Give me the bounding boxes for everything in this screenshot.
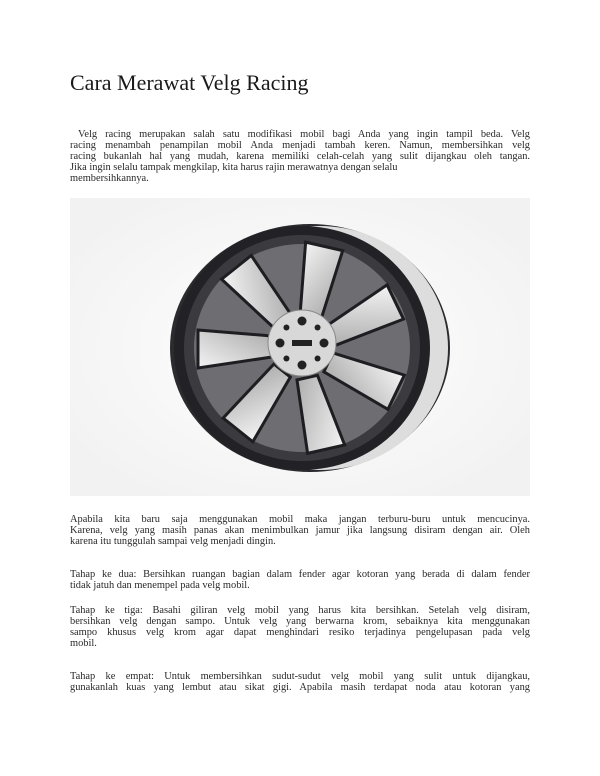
lug-hole — [283, 324, 289, 330]
text-line: Apabila kita baru saja menggunakan mobil maka jangan terburu-buru untuk mencucinya. — [70, 514, 530, 525]
text-line: Tahap ke empat: Untuk membersihkan sudut-sudut velg mobil yang sulit untuk dijangkau, — [70, 671, 530, 682]
lug-hole — [315, 324, 321, 330]
text-line: sampo khusus velg krom agar dapat menghindari resiko terjadinya pengelupasan pada velg — [70, 627, 530, 638]
text-line: membersihkannya. — [70, 173, 149, 184]
lug-hole — [320, 339, 329, 348]
paragraph-intro — [70, 129, 530, 184]
text-line: racing menambah penampilan mobil Anda menjadi tambah keren. Namun, membersihkan velg — [70, 140, 530, 151]
lug-hole — [298, 317, 307, 326]
text-line: Karena, velg yang masih panas akan menimbulkan jamur jika langsung disiram dengan air. Oleh — [70, 525, 530, 536]
page-title: Cara Merawat Velg Racing — [70, 70, 309, 95]
paragraph-step-2 — [70, 569, 530, 591]
text-line: Tahap ke dua: Bersihkan ruangan bagian dalam fender agar kotoran yang berada di dalam fender — [70, 569, 530, 580]
lug-hole — [315, 356, 321, 362]
text-line: racing bukanlah hal yang mudah, karena memiliki celah-celah yang sulit dijangkau oleh tangan. — [70, 151, 530, 162]
text-line: gunakanlah kuas yang lembut atau sikat gigi. Apabila masih terdapat noda atau kotoran yang — [70, 682, 530, 693]
text-line: karena itu tunggulah sampai velg menjadi dingin. — [70, 536, 276, 547]
paragraph-step-4 — [70, 671, 530, 693]
text-line: Jika ingin selalu tampak mengkilap, kita harus rajin merawatnya dengan selalu — [70, 162, 398, 173]
lug-hole — [298, 361, 307, 370]
lug-hole — [276, 339, 285, 348]
paragraph-step-1 — [70, 514, 530, 547]
text-line: Tahap ke tiga: Basahi giliran velg mobil yang harus kita bersihkan. Setelah velg disiram, — [70, 605, 530, 616]
text-line: bersihkan velg dengan sampo. Untuk velg yang berwarna krom, sebaiknya kita menggunakan — [70, 616, 530, 627]
text-line: Velg racing merupakan salah satu modifikasi mobil bagi Anda yang ingin tampil beda. Velg — [78, 129, 530, 140]
lug-hole — [283, 356, 289, 362]
wheel-image — [70, 198, 530, 496]
text-line: mobil. — [70, 638, 97, 649]
paragraph-step-3 — [70, 605, 530, 649]
text-line: tidak jatuh dan menempel pada velg mobil. — [70, 580, 250, 591]
